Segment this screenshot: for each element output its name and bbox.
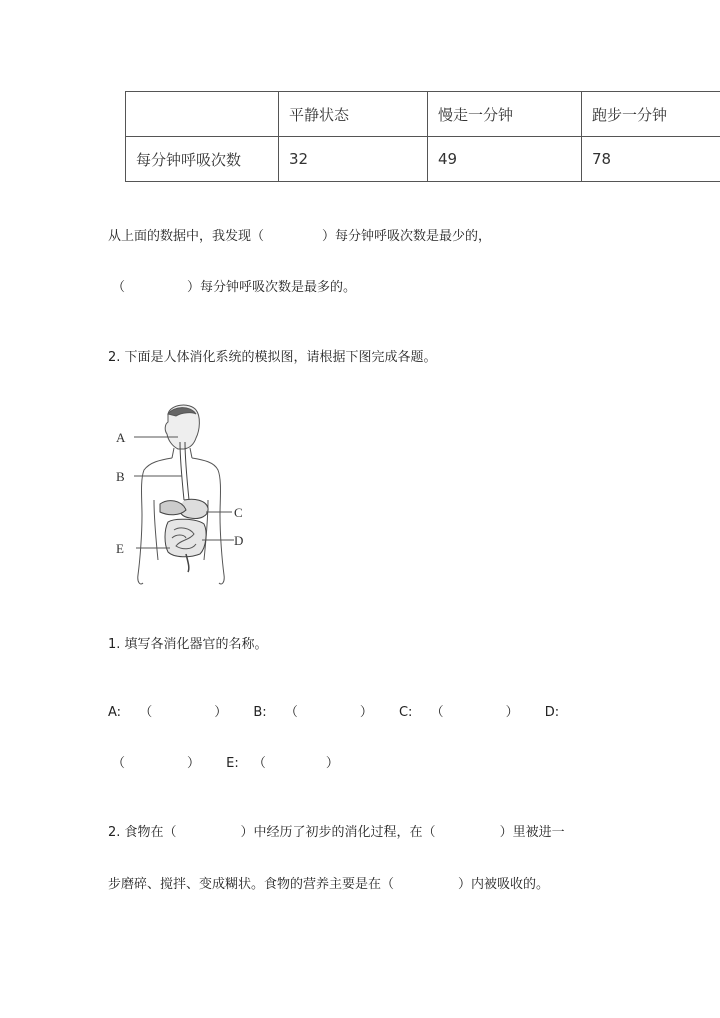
- q1-line1: 从上面的数据中，我发现（ ）每分钟呼吸次数是最少的，: [108, 229, 492, 244]
- table-header-row: [126, 92, 720, 137]
- label-c: C: [234, 505, 243, 520]
- label-a: A: [116, 430, 126, 445]
- breathing-table: [125, 91, 720, 182]
- table-header-cell: [126, 92, 279, 137]
- digestive-system-diagram: [110, 400, 260, 590]
- sub-question-2-line2: 步磨碎、搅拌、变成糊状。食物的营养主要是在（ ）内被吸收的。: [108, 877, 550, 892]
- table-header-cell: 跑步一分钟: [582, 92, 720, 137]
- sub-question-2-line1: 2. 食物在（ ）中经历了初步的消化过程，在（ ）里被进一: [108, 825, 565, 840]
- organ-answers-row1: A: （ ） B: （ ） C: （ ） D:: [108, 705, 560, 720]
- table-row: [126, 137, 720, 182]
- question-2-title: 2. 下面是人体消化系统的模拟图，请根据下图完成各题。: [108, 350, 437, 365]
- label-b: B: [116, 469, 125, 484]
- label-e: E: [116, 541, 124, 556]
- table-row-label: 每分钟呼吸次数: [126, 137, 279, 182]
- organ-answers-row2: （ ） E: （ ）: [112, 756, 339, 771]
- table-cell: 78: [582, 137, 720, 182]
- sub-question-1-title: 1. 填写各消化器官的名称。: [108, 637, 268, 652]
- table-cell: 49: [428, 137, 582, 182]
- label-d: D: [234, 533, 244, 548]
- table-header-cell: 慢走一分钟: [428, 92, 582, 137]
- q1-line2: （ ）每分钟呼吸次数是最多的。: [112, 280, 357, 295]
- table-cell: 32: [279, 137, 428, 182]
- table-header-cell: 平静状态: [279, 92, 428, 137]
